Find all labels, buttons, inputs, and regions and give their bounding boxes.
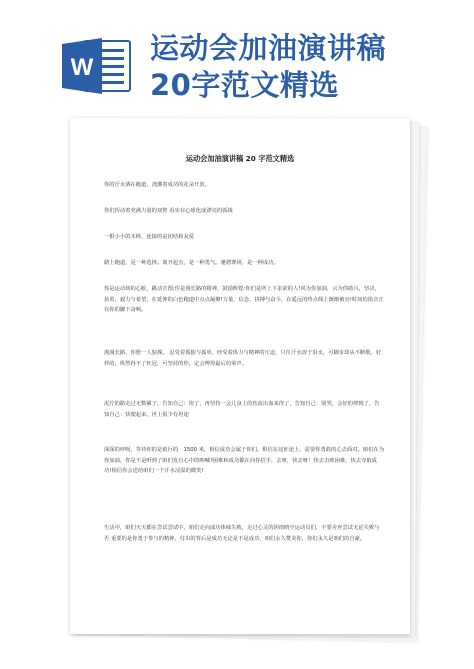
- word-logo-letter: W: [70, 54, 94, 81]
- banner-header: [0, 0, 474, 110]
- paragraph: 踏上跑道，是一种选择。离开起点，是一种勇气。驰骋赛场，是一种成功。: [104, 260, 279, 266]
- word-document-icon: [62, 38, 132, 94]
- banner-title-line-2: 20字范文精选: [150, 68, 339, 102]
- banner-title-line-1: 运动会加油演讲稿: [150, 31, 387, 65]
- document-preview: [70, 118, 424, 640]
- document-page: [70, 118, 410, 634]
- paragraph: 生活中，咱们天天都在尝试尝试中，咱们走向成功体味失败，走过心灵的阴雨晴空运动员们，不要舍弃尝试无论失败与否 重要的是你勇于参与的精神，付出的背后是成功无论是不是成功，咱们永久赞美你，你们永久是咱们的自豪。: [104, 525, 380, 542]
- banner-title: [150, 30, 386, 104]
- paragraph: 你是运动场的心脏，跳动宣图:你是漫长路的精神，鼓励辉煌:你们是所上下求索的人!风为你加油，云为你助兴，坚决，执着，毅力与希望，在延伸的白色跑道中点点凝聚!力量，信念，拼搏与奋斗，在遥远的终点线上渐渐被亮!时间的指音正在你的脚下奋响。: [104, 286, 384, 314]
- paragraph: 泥泞的路走过无数累了，告知自己：快了，再坚持一会儿身上的伤流出血来得了，告知自己：别哭，会好的摔到了，告知自己：快爬起来，世上很少有坦途: [104, 401, 380, 418]
- paragraph: 你们挥动着充满力量的双臂 看实在心球化成漂亮的弧线: [104, 208, 233, 214]
- document-title: 运动会加油演讲稿 20 字范文精选: [185, 154, 295, 163]
- paragraph: 一根小小的木棒，连接的是团结和友爱: [104, 234, 195, 240]
- paragraph: 你的汗水洒在跑道，浇灌着成功的花朵开放。: [104, 182, 210, 188]
- paragraph: 漫漫长路，你册一人独撑。 忍受着孤独与孤单，经受着体力与精神的压迫，只任汗水溶于泪水，可脚步却从不断歌，好样的，纵然得不了枉冠，可坚持的你，定会博得最后的掌声。: [104, 350, 382, 367]
- paragraph: 深深的呼吸，等待你的是艰巨的 1500 米，相信成功会属于你们。相信在这征途上，需要你勇敢的心去面对。咱们在为你加油，你是不是听到了咱们发自心中的呐喊?困难和成功都在向你招手，去呀，快去呀！快去击败困难，快去夺取成功!相信你会送给咱们一个汗水浸湿的微笑!: [104, 447, 385, 475]
